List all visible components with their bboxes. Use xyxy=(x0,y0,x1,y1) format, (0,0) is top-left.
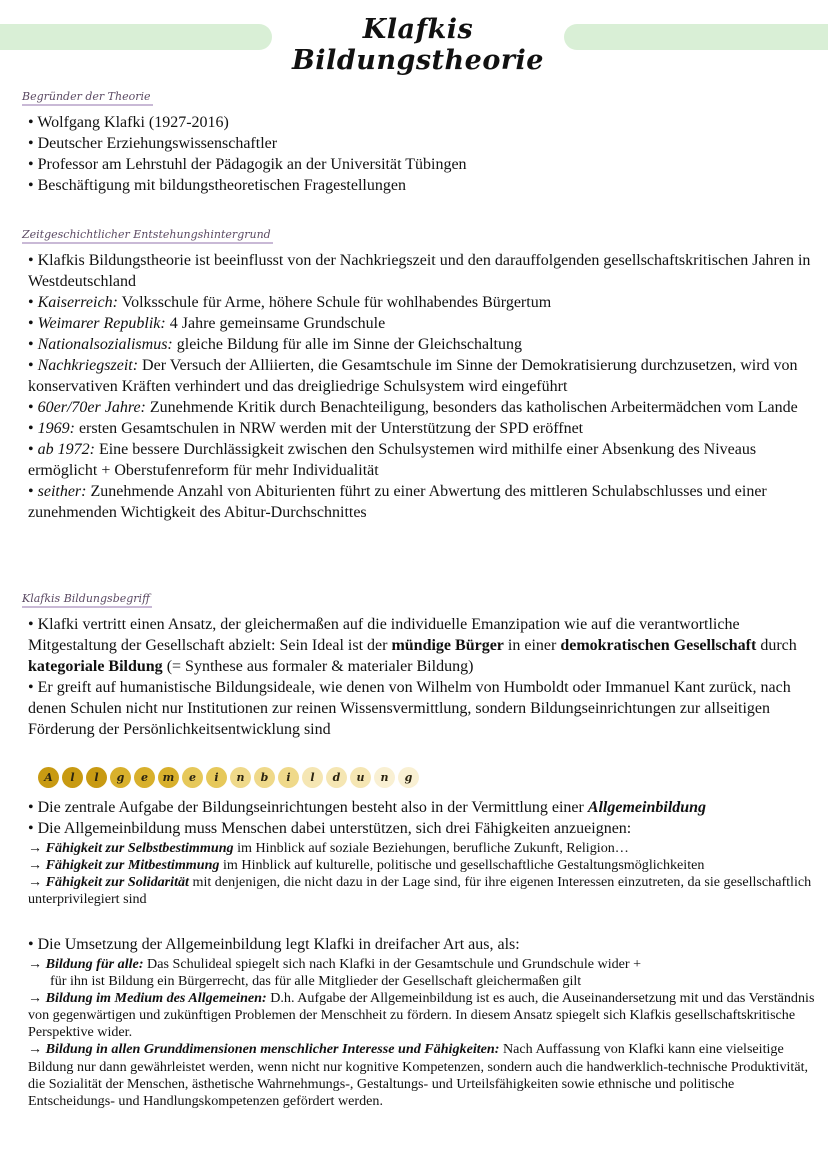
founder-heading: Begründer der Theorie xyxy=(22,90,153,106)
ability-label: → Fähigkeit zur Mitbestimmung xyxy=(28,857,220,874)
concept-block xyxy=(28,614,818,740)
list-item: • Beschäftigung mit bildungstheoretischen Fragestellungen xyxy=(28,177,406,194)
form-label: → Bildung für alle: xyxy=(28,956,144,972)
item-label: Nachkriegszeit: xyxy=(37,357,139,374)
heading-letter-circle: d xyxy=(326,767,347,788)
founder-list xyxy=(28,112,818,196)
concept-paragraph-2: • Er greift auf humanistische Bildungsideale, wie denen von Wilhelm von Humboldt oder Immanuel Kant zurück, nach denen Schulen nicht nur Institutionen zur reinen Wissensvermittlung, sondern Bildungseinrichtungen zur allseitigen Förderung der Persönlichkeitsentwicklung sind xyxy=(28,679,791,738)
list-item: • 1969: ersten Gesamtschulen in NRW werden mit der Unterstützung der SPD eröffnet xyxy=(28,420,584,437)
item-label: seither: xyxy=(37,483,87,500)
heading-letter-circle: l xyxy=(302,767,323,788)
list-item: • 60er/70er Jahre: Zunehmende Kritik durch Benachteiligung, besonders das katholischen Arbeitermädchen vom Lande xyxy=(28,399,798,416)
item-label: 1969: xyxy=(37,420,75,437)
item-text: gleiche Bildung für alle im Sinne der Gleichschaltung xyxy=(172,336,522,353)
form-item xyxy=(28,990,818,1041)
ability-text: im Hinblick auf soziale Beziehungen, berufliche Zukunft, Religion… xyxy=(233,840,629,856)
form-text: D.h. Aufgabe der Allgemeinbildung ist es auch, die Auseinandersetzung mit und das Verständnis von gegenwärtigen und zukünftigen Problemen der Menschheit zu fördern. In diesem Ansatz spiegelt sich Klafkis gesellschaftskritische Perspektive wider. xyxy=(28,990,815,1041)
ability-label: → Fähigkeit zur Solidarität xyxy=(28,874,189,891)
list-item: • ab 1972: Eine bessere Durchlässigkeit zwischen den Schulsystemen wird mithilfe einer Absenkung des Niveaus ermöglicht + Oberstufenreform für mehr Individualität xyxy=(28,441,757,479)
heading-letter-circle: m xyxy=(158,767,179,788)
form-item xyxy=(28,1041,818,1109)
heading-letter-circle: e xyxy=(134,767,155,788)
item-text: 4 Jahre gemeinsame Grundschule xyxy=(165,315,386,332)
title-bar xyxy=(0,0,828,76)
heading-letter-circle: A xyxy=(38,767,59,788)
abilities-list xyxy=(28,840,818,908)
title-band-left xyxy=(0,24,272,50)
general-bold-term: Allgemeinbildung xyxy=(587,799,707,816)
general-text: • Die zentrale Aufgabe der Bildungseinrichtungen besteht also in der Vermittlung einer xyxy=(28,799,588,816)
list-item: • Professor am Lehrstuhl der Pädagogik an der Universität Tübingen xyxy=(28,156,467,173)
list-item: • Deutscher Erziehungswissenschaftler xyxy=(28,135,278,152)
list-item: • Weimarer Republik: 4 Jahre gemeinsame Grundschule xyxy=(28,315,386,332)
concept-text: • Klafki vertritt einen Ansatz, der gleichermaßen auf die individuelle Emanzipation wie auf die verantwortliche Mitgestaltung der Gesellschaft abzielt: Sein Ideal ist der xyxy=(28,616,740,654)
concept-text: in einer xyxy=(503,637,561,654)
heading-letter-circle: e xyxy=(182,767,203,788)
heading-letter-circle: i xyxy=(278,767,299,788)
item-text: Eine bessere Durchlässigkeit zwischen den Schulsystemen wird mithilfe einer Absenkung des Niveaus ermöglicht + Oberstufenreform für mehr Individualität xyxy=(28,441,757,479)
ability-item xyxy=(28,857,818,874)
concept-paragraph-1 xyxy=(28,614,818,677)
general-line-2: • Die Allgemeinbildung muss Menschen dabei unterstützen, sich drei Fähigkeiten anzueignen: xyxy=(28,820,632,837)
list-item: • Nationalsozialismus: gleiche Bildung für alle im Sinne der Gleichschaltung xyxy=(28,336,522,353)
ability-text: im Hinblick auf kulturelle, politische und gesellschaftliche Gestaltungsmöglichkeiten xyxy=(219,857,705,874)
form-text: Das Schulideal spiegelt sich nach Klafki in der Gesamtschule und Grundschule wider + xyxy=(143,956,642,972)
heading-letter-circle: i xyxy=(206,767,227,788)
item-label: Weimarer Republik: xyxy=(37,315,166,332)
heading-letter-circle: n xyxy=(230,767,251,788)
concept-text: durch xyxy=(756,637,797,654)
ability-item xyxy=(28,840,818,857)
item-text: Zunehmende Anzahl von Abiturienten führt zu einer Abwertung des mittleren Schulabschlusses und einer zunehmenden Wichtigkeit des Abitur-Durchschnittes xyxy=(28,483,767,521)
general-line-3: • Die Umsetzung der Allgemeinbildung legt Klafki in dreifacher Art aus, als: xyxy=(28,936,520,953)
ability-item xyxy=(28,874,818,908)
general-intro xyxy=(28,797,818,839)
form-label: → Bildung im Medium des Allgemeinen: xyxy=(28,990,267,1007)
list-item: • seither: Zunehmende Anzahl von Abiturienten führt zu einer Abwertung des mittleren Schulabschlusses und einer zunehmenden Wichtigkeit des Abitur-Durchschnittes xyxy=(28,483,767,521)
ability-text: mit denjenigen, die nicht dazu in der Lage sind, für ihre eigenen Interessen einzutreten, da sie gesellschaftlich unterprivilegiert sind xyxy=(28,874,812,908)
concept-bold-term: kategoriale Bildung xyxy=(28,658,163,675)
history-heading: Zeitgeschichtlicher Entstehungshintergrund xyxy=(22,228,273,244)
heading-letter-circle: l xyxy=(86,767,107,788)
heading-letter-circle: l xyxy=(62,767,83,788)
history-intro: • Klafkis Bildungstheorie ist beeinflusst von der Nachkriegszeit und den darauffolgenden gesellschaftskritischen Jahren in Westdeutschland xyxy=(28,252,811,290)
heading-letter-circle: u xyxy=(350,767,371,788)
item-label: Kaiserreich: xyxy=(37,294,118,311)
item-text: Zunehmende Kritik durch Benachteiligung, besonders das katholischen Arbeitermädchen vom Lande xyxy=(145,399,798,416)
title-band-right xyxy=(564,24,828,50)
form-item xyxy=(28,956,818,973)
item-label: Nationalsozialismus: xyxy=(37,336,173,353)
item-text: Volksschule für Arme, höhere Schule für wohlhabendes Bürgertum xyxy=(117,294,552,311)
concept-heading: Klafkis Bildungsbegriff xyxy=(22,592,152,608)
forms-list xyxy=(28,956,818,1110)
page-title: Klafkis Bildungstheorie xyxy=(291,14,544,76)
item-label: ab 1972: xyxy=(37,441,95,458)
history-list xyxy=(28,250,818,523)
form-label: → Bildung in allen Grunddimensionen menschlicher Interesse und Fähigkeiten: xyxy=(28,1041,500,1058)
general-line-3-wrap xyxy=(28,934,818,955)
heading-letter-circle: g xyxy=(110,767,131,788)
concept-bold-term: mündige Bürger xyxy=(391,637,504,654)
form-text: Nach Auffassung von Klafki kann eine vielseitige Bildung nur dann gewährleistet werden, wenn nicht nur kognitive Kompetenzen, sondern auch die handwerklich-technische Produktivität, die Sozialität der Menschen, ästhetische Wahrnehmungs-, Gestaltungs- und Urteilsfähigkeiten sowie ethnische und politische Entscheidungs- und Handlungskompetenzen gefördert werden. xyxy=(28,1041,809,1109)
form-item-continuation: für ihn ist Bildung ein Bürgerrecht, das für alle Mitglieder der Gesellschaft gleichermaßen gilt xyxy=(50,973,582,990)
item-text: ersten Gesamtschulen in NRW werden mit der Unterstützung der SPD eröffnet xyxy=(74,420,584,437)
general-line-1 xyxy=(28,797,818,818)
list-item: • Wolfgang Klafki (1927-2016) xyxy=(28,114,229,131)
list-item: • Nachkriegszeit: Der Versuch der Alliierten, die Gesamtschule im Sinne der Demokratisierung durchzusetzen, wird von konservativen Kräften verhindert und das dreigliedrige Schulsystem wird eingeführt xyxy=(28,357,798,395)
concept-text: (= Synthese aus formaler & materialer Bildung) xyxy=(162,658,474,675)
heading-letter-circle: b xyxy=(254,767,275,788)
ability-label: → Fähigkeit zur Selbstbestimmung xyxy=(28,840,234,856)
heading-letter-circle: n xyxy=(374,767,395,788)
list-item: • Kaiserreich: Volksschule für Arme, höhere Schule für wohlhabendes Bürgertum xyxy=(28,294,552,311)
heading-letter-circle: g xyxy=(398,767,419,788)
item-label: 60er/70er Jahre: xyxy=(37,399,146,416)
item-text: Der Versuch der Alliierten, die Gesamtschule im Sinne der Demokratisierung durchzusetzen, wird von konservativen Kräften verhindert und das dreigliedrige Schulsystem wird eingeführt xyxy=(28,357,798,395)
allgemeinbildung-heading xyxy=(38,767,419,788)
concept-bold-term: demokratischen Gesellschaft xyxy=(560,637,757,654)
